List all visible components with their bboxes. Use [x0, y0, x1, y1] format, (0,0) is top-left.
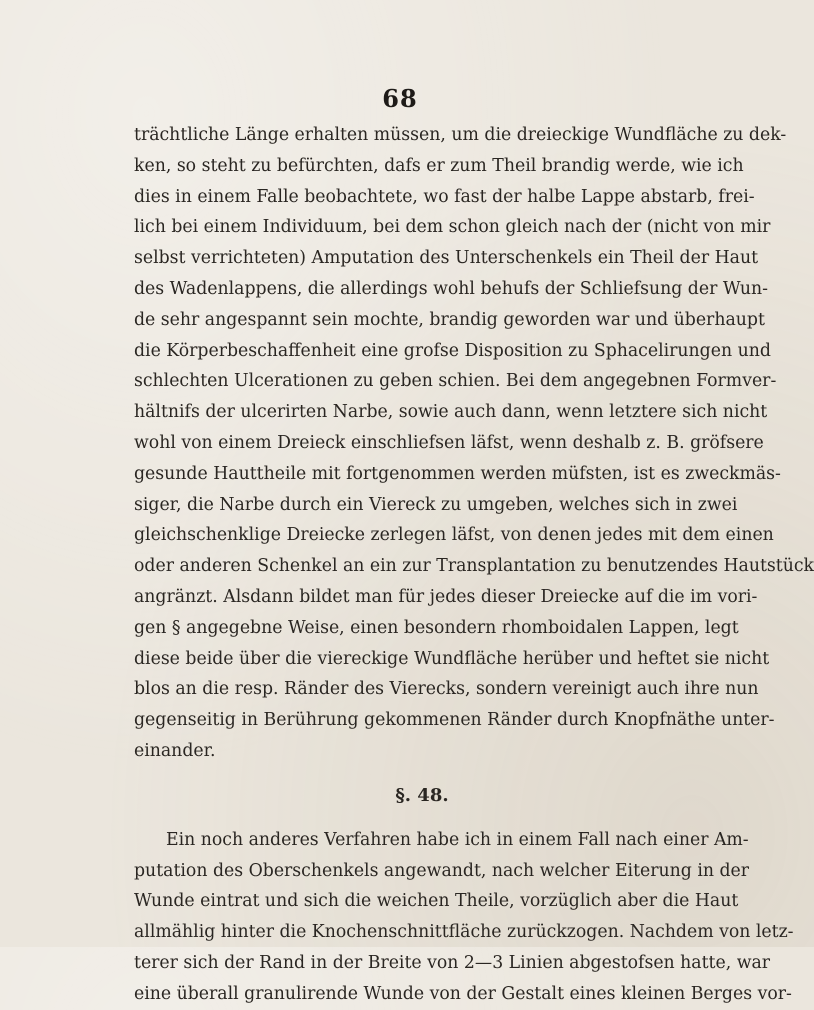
- text-line: dies in einem Falle beobachtete, wo fast der halbe Lappe abstarb, frei-: [134, 186, 755, 207]
- text-line: die Körperbeschaffenheit eine grofse Disposition zu Sphacelirungen und: [134, 340, 771, 361]
- paragraph-1: [134, 120, 814, 767]
- text-line: allmählig hinter die Knochenschnittfläche zurückzogen. Nachdem von letz-: [134, 922, 794, 943]
- section-heading: §. 48.: [395, 784, 449, 806]
- text-line: einander.: [134, 740, 216, 761]
- text-line: terer sich der Rand in der Breite von 2—3 Linien abgestofsen hatte, war: [134, 952, 771, 973]
- text-line: oder anderen Schenkel an ein zur Transplantation zu benutzendes Hautstück: [134, 556, 814, 577]
- text-line: eine überall granulirende Wunde von der Gestalt eines kleinen Berges vor-: [134, 983, 792, 1004]
- page-number: 68: [382, 84, 418, 113]
- text-line: gegenseitig in Berührung gekommenen Ränder durch Knopfnäthe unter-: [134, 710, 775, 731]
- text-line: putation des Oberschenkels angewandt, nach welcher Eiterung in der: [134, 860, 750, 881]
- text-line: wohl von einem Dreieck einschliefsen läfst, wenn deshalb z. B. gröfsere: [134, 432, 764, 453]
- text-line: selbst verrichteten) Amputation des Unterschenkels ein Theil der Haut: [134, 248, 759, 269]
- text-line: schlechten Ulcerationen zu geben schien. Bei dem angegebnen Formver-: [134, 371, 777, 392]
- text-line: blos an die resp. Ränder des Vierecks, sondern vereinigt auch ihre nun: [134, 679, 759, 700]
- text-line: Wunde eintrat und sich die weichen Theile, vorzüglich aber die Haut: [134, 891, 739, 912]
- text-line: diese beide über die viereckige Wundfläche herüber und heftet sie nicht: [134, 648, 770, 669]
- text-line: des Wadenlappens, die allerdings wohl behufs der Schliefsung der Wun-: [134, 278, 769, 299]
- body-text: [134, 120, 814, 1010]
- text-line: gen § angegebne Weise, einen besondern rhomboidalen Lappen, legt: [134, 617, 739, 638]
- text-line: trächtliche Länge erhalten müssen, um die dreieckige Wundfläche zu dek-: [134, 125, 787, 145]
- text-line: ken, so steht zu befürchten, dafs er zum Theil brandig werde, wie ich: [134, 155, 744, 176]
- text-line: Ein noch anderes Verfahren habe ich in einem Fall nach einer Am-: [166, 829, 749, 850]
- text-line: siger, die Narbe durch ein Viereck zu umgeben, welches sich in zwei: [134, 494, 738, 515]
- paragraph-2: [134, 825, 794, 1010]
- text-line: de sehr angespannt sein mochte, brandig geworden war und überhaupt: [134, 309, 765, 330]
- text-line: gesunde Hauttheile mit fortgenommen werden müfsten, ist es zweckmäs-: [134, 463, 781, 484]
- text-line: angränzt. Alsdann bildet man für jedes dieser Dreiecke auf die im vori-: [134, 586, 758, 607]
- text-line: gleichschenklige Dreiecke zerlegen läfst, von denen jedes mit dem einen: [134, 525, 774, 546]
- text-line: lich bei einem Individuum, bei dem schon gleich nach der (nicht von mir: [134, 217, 771, 238]
- text-line: hältnifs der ulcerirten Narbe, sowie auch dann, wenn letztere sich nicht: [134, 402, 768, 423]
